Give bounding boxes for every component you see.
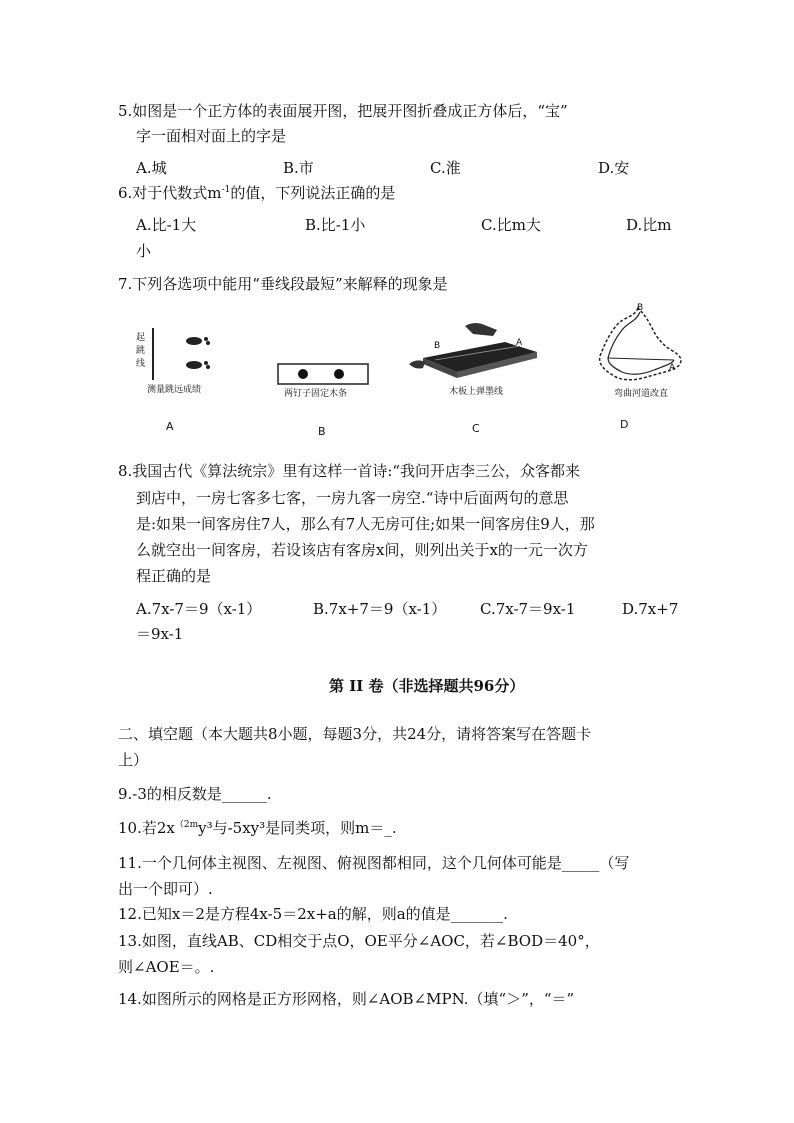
q8-option-a: A.7x-7＝9（x-1） [136,600,262,618]
q8-option-b: B.7x+7＝9（x-1） [313,600,447,618]
fill-header-line1: 二、填空题（本大题共8小题，每题3分，共24分，请将答案写在答题卡 [118,725,592,743]
q8-line1: 8.我国古代《算法统宗》里有这样一首诗:“我问开店李三公，众客都来 [118,462,581,480]
figD-letter: D [620,418,629,431]
figA-footprints-icon [184,335,214,379]
figD-point-a: A [669,363,676,373]
figB-letter: B [318,425,326,438]
q14-line: 14.如图所示的网格是正方形网格，则∠AOB∠MPN.（填“＞”，“＝” [118,990,575,1008]
q8-line4: 么就空出一间客房，若设该店有客房x间，则列出关于x的一元一次方 [136,541,588,559]
figD-river-image [594,306,686,390]
q6-option-wrap: 小 [136,242,152,260]
q5-option-b: B.市 [283,159,314,177]
q11-line2: 出一个即可）. [118,880,213,898]
figB-board-image [277,363,369,389]
figA-caption: 测量跳远成绩 [147,385,202,395]
q12-line: 12.已知x＝2是方程4x-5＝2x+a的解，则a的值是_______. [118,905,508,923]
q5-option-c: C.淮 [430,159,461,177]
q7-stem: 7.下列各选项中能用“垂线段最短”来解释的现象是 [118,275,448,293]
figA-takeoff-line [150,328,156,384]
figC-ink-line-image [405,320,545,386]
q13-line1: 13.如图，直线AB、CD相交于点O，OE平分∠AOC，若∠BOD＝40°， [118,932,600,950]
figA-letter: A [166,420,174,433]
q13-line2: 则∠AOE＝。. [118,958,215,976]
q10-pre: 10.若2x [118,819,175,837]
q10-sup: （2m [174,820,199,830]
figC-point-a: A [516,338,523,348]
q6-stem-sup: -1 [221,185,231,195]
q6-option-d: D.比m [626,216,672,234]
figD-caption: 弯曲河道改直 [614,389,669,399]
q11-line1: 11.一个几何体主视图、左视图、俯视图都相同，这个几何体可能是_____（写 [118,854,630,872]
figC-point-b: B [434,341,441,351]
figB-caption: 两钉子固定木条 [284,389,348,399]
q10-mid: y³与-5xy³是同类项，则m＝_. [198,819,397,837]
q6-stem-pre: 6.对于代数式m [118,184,222,202]
figC-letter: C [472,422,480,435]
q8-option-wrap: ＝9x-1 [136,625,184,643]
q6-option-b: B.比-1小 [305,216,366,234]
q6-option-c: C.比m大 [481,216,541,234]
figD-point-b: B [637,303,644,313]
q5-option-a: A.城 [136,159,167,177]
q5-line2: 字一面相对面上的字是 [136,127,287,145]
q9-line: 9.-3的相反数是______. [118,785,272,803]
q5-line1: 5.如图是一个正方体的表面展开图，把展开图折叠成正方体后，“宝” [118,102,568,120]
q8-option-d: D.7x+7 [622,600,679,618]
q6-stem-post: 的值，下列说法正确的是 [230,184,396,202]
q5-option-d: D.安 [598,159,630,177]
q8-line5: 程正确的是 [136,567,212,585]
fill-header-line2: 上） [118,751,149,769]
q6-option-a: A.比-1大 [136,216,197,234]
q10-line [118,818,397,838]
figA-side-label: 起 跳 线 [136,333,146,369]
q8-option-c: C.7x-7＝9x-1 [480,600,576,618]
q8-line3: 是:如果一间客房住7人，那么有7人无房可住;如果一间客房住9人，那 [136,515,595,533]
figC-caption: 木板上弹墨线 [449,387,504,397]
q6-stem [118,183,395,203]
q8-line2: 到店中，一房七客多七客，一房九客一房空.“诗中后面两句的意思 [136,489,569,507]
section2-title: 第 II 卷（非选择题共96分） [329,677,525,695]
